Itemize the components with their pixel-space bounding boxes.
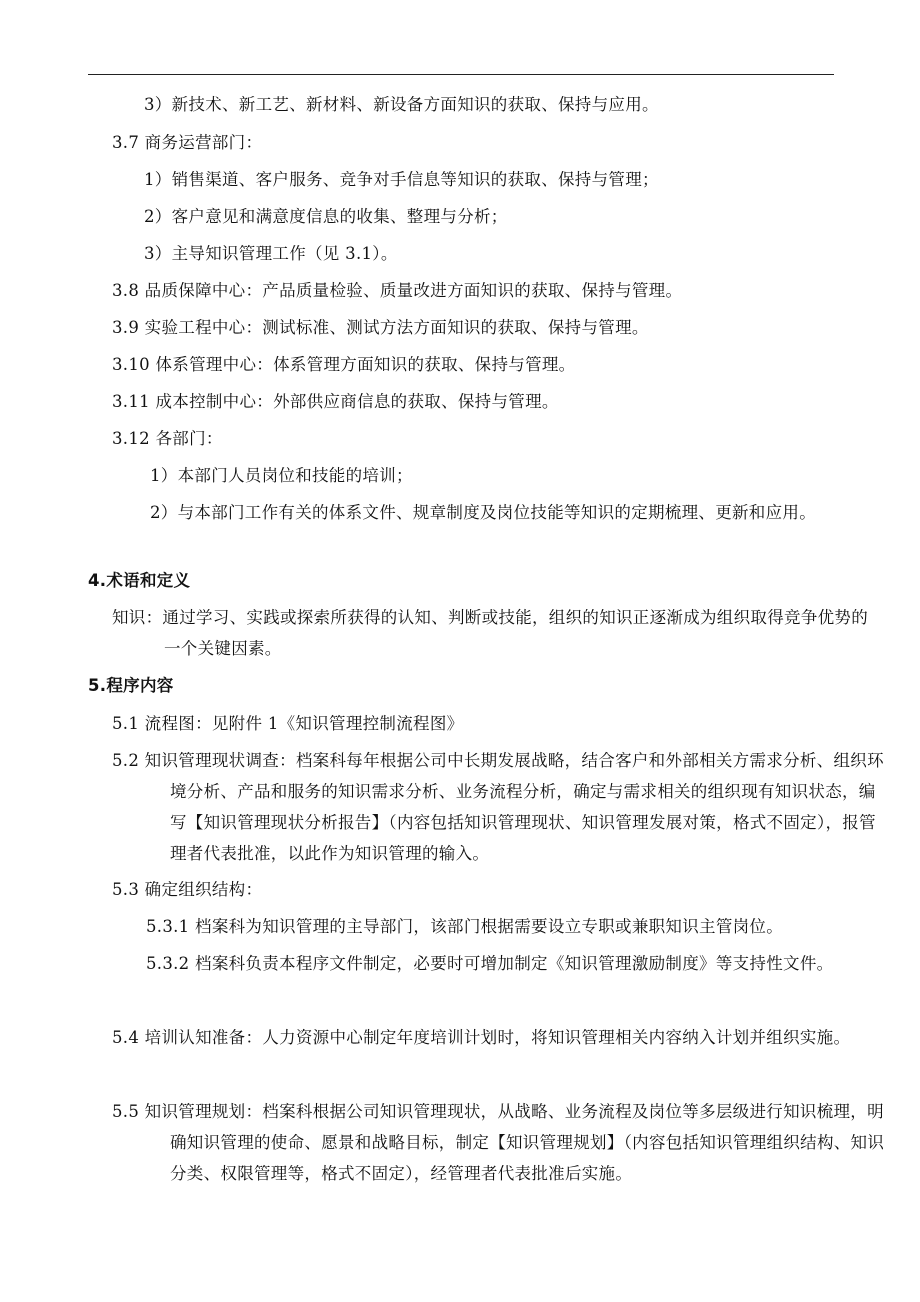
definition-knowledge: 知识：通过学习、实践或探索所获得的认知、判断或技能，组织的知识正逐渐成为组织取得竞争优势的一个关键因素。 <box>112 608 868 658</box>
section-4-heading: 4.术语和定义 <box>88 571 191 590</box>
item-3-10: 3.10 体系管理中心：体系管理方面知识的获取、保持与管理。 <box>112 355 576 374</box>
item-5-3-1: 5.3.1 档案科为知识管理的主导部门，该部门根据需要设立专职或兼职知识主管岗位。 <box>146 917 784 936</box>
item-5-4: 5.4 培训认知准备：人力资源中心制定年度培训计划时，将知识管理相关内容纳入计划并组织实施。 <box>112 1028 851 1047</box>
item-3-6-3: 3）新技术、新工艺、新材料、新设备方面知识的获取、保持与应用。 <box>144 95 659 114</box>
item-3-7-1: 1）销售渠道、客户服务、竞争对手信息等知识的获取、保持与管理； <box>144 170 659 189</box>
item-3-12-1: 1）本部门人员岗位和技能的培训； <box>150 466 413 485</box>
item-3-7: 3.7 商务运营部门： <box>112 133 263 152</box>
item-3-11: 3.11 成本控制中心：外部供应商信息的获取、保持与管理。 <box>112 392 559 411</box>
item-5-5: 5.5 知识管理规划：档案科根据公司知识管理现状，从战略、业务流程及岗位等多层级进行知识梳理，明确知识管理的使命、愿景和战略目标，制定【知识管理规划】（内容包括知识管理组织结构、知识分类、权限管理等，格式不固定），经管理者代表批准后实施。 <box>112 1102 885 1183</box>
item-3-9: 3.9 实验工程中心：测试标准、测试方法方面知识的获取、保持与管理。 <box>112 318 649 337</box>
item-3-12-2: 2）与本部门工作有关的体系文件、规章制度及岗位技能等知识的定期梳理、更新和应用。 <box>150 503 816 522</box>
item-3-12: 3.12 各部门： <box>112 429 223 448</box>
header-rule <box>88 74 834 75</box>
item-3-7-2: 2）客户意见和满意度信息的收集、整理与分析； <box>144 207 508 226</box>
item-5-2: 5.2 知识管理现状调查：档案科每年根据公司中长期发展战略，结合客户和外部相关方需求分析、组织环境分析、产品和服务的知识需求分析、业务流程分析，确定与需求相关的组织现有知识状态，编写【知识管理现状分析报告】（内容包括知识管理现状、知识管理发展对策，格式不固定），报管理者代表批准，以此作为知识管理的输入。 <box>112 751 884 863</box>
item-3-7-3: 3）主导知识管理工作（见 3.1）。 <box>144 244 398 263</box>
item-5-1: 5.1 流程图：见附件 1《知识管理控制流程图》 <box>112 714 464 733</box>
item-5-3: 5.3 确定组织结构： <box>112 880 263 899</box>
item-5-3-2: 5.3.2 档案科负责本程序文件制定，必要时可增加制定《知识管理激励制度》等支持性文件。 <box>146 954 834 973</box>
item-3-8: 3.8 品质保障中心：产品质量检验、质量改进方面知识的获取、保持与管理。 <box>112 281 683 300</box>
section-5-heading: 5.程序内容 <box>88 676 174 695</box>
